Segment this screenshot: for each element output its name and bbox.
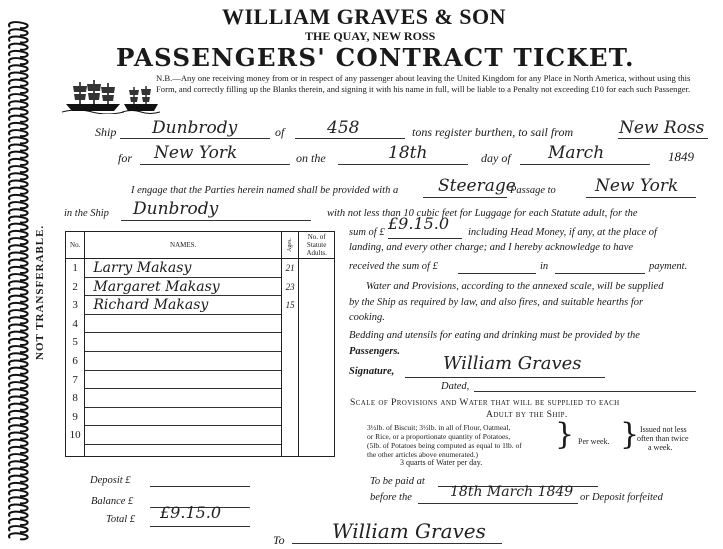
landing-text: landing, and every other charge; and I hereby acknowledge to have <box>349 242 634 253</box>
not-transferable-label: NOT TRANSFERABLE. <box>34 224 46 360</box>
ship-name-field[interactable]: Dunbrody <box>152 118 238 138</box>
scale-heading-1: Scale of Provisions and Water that will be supplied to each <box>350 397 620 408</box>
passenger-age[interactable] <box>282 333 298 352</box>
tons-label: tons register burthen, to sail from <box>412 125 574 139</box>
passenger-age[interactable]: 23 <box>285 281 295 292</box>
col-statute-header: No. of Statute Adults. <box>299 232 335 259</box>
of-label: of <box>275 125 285 139</box>
passenger-name[interactable] <box>85 352 281 371</box>
received-label: received the sum of £ <box>349 261 438 272</box>
passenger-row-number: 5 <box>72 336 78 349</box>
dated-label: Dated, <box>441 381 470 392</box>
scale-body-1: 3½lb. of Biscuit; 3½lb. in all of Flour, Oatmeal, <box>367 423 511 432</box>
company-address: THE QUAY, NEW ROSS <box>305 29 436 43</box>
passenger-row-number: 10 <box>69 429 81 442</box>
issued-2: often than twice <box>637 434 689 443</box>
passenger-row-number: 3 <box>72 299 78 312</box>
to-label: To <box>273 533 285 547</box>
to-be-paid-label: To be paid at <box>370 476 425 487</box>
luggage-text: with not less than 10 cubic feet for Luggage for each Statute adult, for the <box>327 208 638 219</box>
in-ship-field[interactable]: Dunbrody <box>133 199 219 219</box>
in-ship-label: in the Ship <box>64 208 109 219</box>
company-name: WILLIAM GRAVES & SON <box>222 4 507 29</box>
passenger-row-number: 8 <box>72 392 78 405</box>
passenger-age[interactable]: 15 <box>285 300 295 311</box>
day-of-label: day of <box>481 151 511 165</box>
nb-notice: N.B.—Any one receiving money from or in respect of any passenger about leaving the United Kingdom for any Place in North America, without using this Form, and correctly filling up the Blanks therein, and signing it with his name in full, will be liable to a Penalty not exceeding £10 for each such Passenger. <box>156 73 691 94</box>
before-date-field[interactable]: 18th March 1849 <box>450 484 574 500</box>
passenger-table <box>65 231 335 457</box>
col-names-header: NAMES. <box>85 232 282 259</box>
water-line: 3 quarts of Water per day. <box>400 458 483 467</box>
passenger-age[interactable] <box>282 408 298 427</box>
passage-to-label: Passage to <box>510 185 556 196</box>
total-field[interactable]: £9.15.0 <box>160 503 222 522</box>
spiral-binding-icon <box>4 20 32 545</box>
passenger-age[interactable] <box>282 371 298 390</box>
scale-heading-2: Adult by the Ship. <box>486 409 568 420</box>
passenger-name[interactable] <box>85 333 281 352</box>
balance-label: Balance £ <box>91 496 134 507</box>
passenger-name[interactable]: Richard Makasy <box>85 296 281 315</box>
passenger-row-number: 4 <box>72 317 78 330</box>
passenger-age[interactable] <box>282 352 298 371</box>
passenger-name[interactable] <box>85 389 281 408</box>
bedding-text-2: Passengers. <box>349 346 401 357</box>
per-week-label: Per week. <box>578 437 610 446</box>
bedding-text-1: Bedding and utensils for eating and drinking must be provided by the <box>349 330 640 341</box>
passenger-name[interactable]: Larry Makasy <box>85 259 281 278</box>
passenger-row-number: 6 <box>72 354 78 367</box>
sum-field[interactable]: £9.15.0 <box>388 214 450 233</box>
scale-body-3: (5lb. of Potatoes being computed as equal to 1lb. of <box>367 441 522 450</box>
deposit-label: Deposit £ <box>90 475 131 486</box>
col-ages-header: Ages. <box>282 232 299 259</box>
total-label: Total £ <box>106 514 136 525</box>
scale-body-4: the other articles above enumerated.) <box>367 450 478 459</box>
forfeited-label: or Deposit forfeited <box>580 492 663 503</box>
passenger-name[interactable] <box>85 426 281 445</box>
passage-class-field[interactable]: Steerage <box>438 176 516 196</box>
page-title: PASSENGERS' CONTRACT TICKET. <box>116 43 635 72</box>
steamship-icon <box>122 84 160 114</box>
to-port-field[interactable]: New York <box>154 143 238 163</box>
passenger-age[interactable] <box>282 315 298 334</box>
from-port-field[interactable]: New Ross <box>619 118 705 138</box>
signature-field[interactable]: William Graves <box>443 353 582 374</box>
tons-field[interactable]: 458 <box>327 118 360 138</box>
passenger-age[interactable]: 21 <box>285 263 295 273</box>
payment-label: payment. <box>649 261 688 272</box>
month-field[interactable]: March <box>548 143 605 163</box>
passenger-row-number: 9 <box>72 410 78 423</box>
passenger-name[interactable]: Margaret Makasy <box>85 278 281 297</box>
year-field: 1849 <box>668 149 694 164</box>
passenger-name[interactable] <box>85 371 281 390</box>
ship-label: Ship <box>95 125 117 139</box>
passenger-row-number: 7 <box>72 373 78 386</box>
passenger-name[interactable] <box>85 315 281 334</box>
passenger-row-number: 1 <box>72 262 78 274</box>
brace-icon: } <box>555 417 575 452</box>
sailing-ship-icon <box>62 78 124 114</box>
day-field[interactable]: 18th <box>388 143 428 163</box>
col-no-header: No. <box>66 232 85 259</box>
issued-3: a week. <box>648 443 673 452</box>
on-the-label: on the <box>296 151 326 165</box>
before-label: before the <box>370 492 412 503</box>
to-name-field[interactable]: William Graves <box>332 519 486 543</box>
passenger-row-number: 2 <box>72 280 78 293</box>
signature-label: Signature, <box>349 366 395 377</box>
engage-text: I engage that the Parties herein named shall be provided with a <box>131 185 399 196</box>
provisions-text-3: cooking. <box>349 312 385 323</box>
in-label: in <box>540 261 549 272</box>
passenger-name[interactable] <box>85 408 281 427</box>
sum-rest-text: including Head Money, if any, at the place of <box>468 227 657 238</box>
brace-icon-2: } <box>620 417 640 452</box>
provisions-text-2: by the Ship as required by law, and also fires, and suitable hearths for <box>349 297 644 308</box>
provisions-text-1: Water and Provisions, according to the annexed scale, will be supplied <box>366 281 664 292</box>
for-label: for <box>118 151 133 165</box>
passenger-age[interactable] <box>282 389 298 408</box>
scale-body-2: or Rice, or a proportionate quantity of Potatoes, <box>367 432 511 441</box>
sum-label: sum of £ <box>349 227 385 238</box>
passenger-age[interactable] <box>282 426 298 445</box>
issued-1: Issued not less <box>640 425 687 434</box>
passage-dest-field[interactable]: New York <box>595 176 679 196</box>
